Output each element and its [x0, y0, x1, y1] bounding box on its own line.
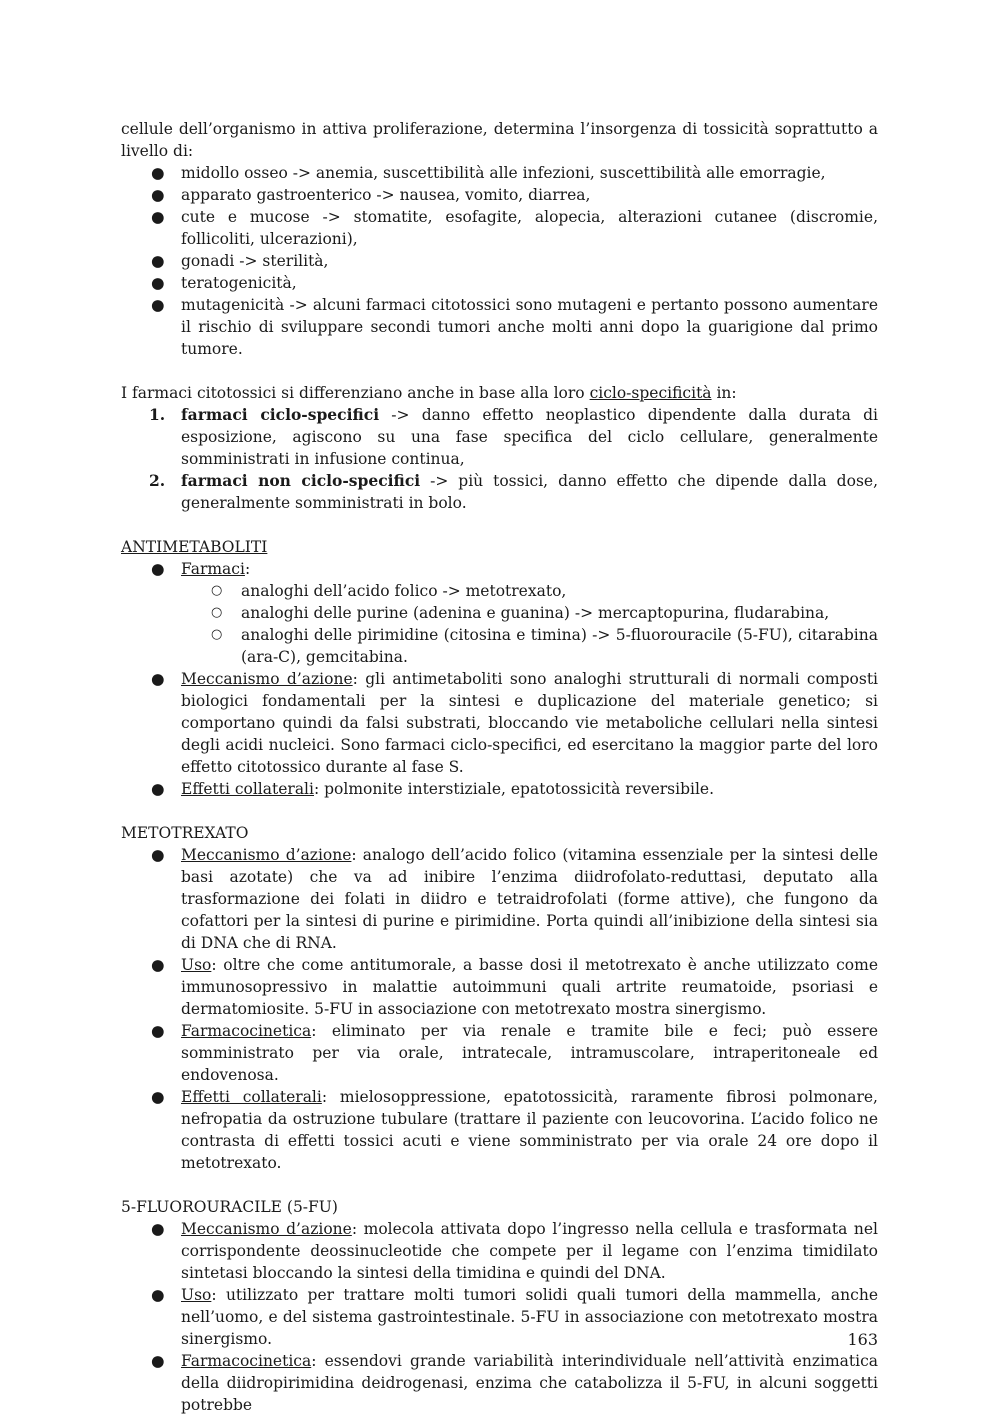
bullet-icon: ●: [151, 186, 165, 204]
metotrexato-list: [121, 844, 878, 1174]
bullet-icon: ●: [151, 1352, 165, 1370]
bullet-icon: ●: [151, 296, 165, 314]
list-item: ● Farmacocinetica: eliminato per via renale e tramite bile e feci; può essere somministrato per via orale, intratecale, intramuscolare, intraperitoneale ed endovenosa.: [151, 1022, 878, 1084]
fluorouracile-list: [121, 1218, 878, 1416]
ciclo-paragraph: I farmaci citotossici si differenziano anche in base alla loro ciclo-specificità in:: [121, 384, 737, 402]
bullet-icon: ●: [151, 780, 165, 798]
circle-bullet-icon: ○: [211, 605, 223, 620]
bullet-icon: ●: [151, 956, 165, 974]
bullet-icon: ●: [151, 560, 165, 578]
bullet-icon: ●: [151, 1286, 165, 1304]
bullet-icon: ●: [151, 208, 165, 226]
bullet-icon: ●: [151, 164, 165, 182]
document-page: [121, 118, 878, 1416]
list-item: ● mutagenicità -> alcuni farmaci citotossici sono mutageni e pertanto possono aumentare il rischio di sviluppare secondi tumori anche molti anni dopo la guarigione dal primo tumore.: [151, 296, 878, 358]
list-item: ● Farmaci: ○ analoghi dell’acido folico -> metotrexato, ○ analoghi delle purine (adenina e guanina) -> mercaptopurina, fludarabina, ○ analoghi delle pirimidine (citosina e timina) -> 5-fluorouracile (5-FU), citarabina (ara-C), gemcitabina.: [121, 558, 878, 668]
list-item: ● Uso: oltre che come antitumorale, a basse dosi il metotrexato è anche utilizzato come immunosopressivo in malattie autoimmuni quali artrite reumatoide, psoriasi e dermatomiosite. 5-FU in associazione con metotrexato mostra sinergismo.: [151, 956, 878, 1018]
antimetaboliti-list: [121, 558, 878, 800]
list-item: ● Farmacocinetica: essendovi grande variabilità interindividuale nell’attività enzimatica della diidropirimidina deidrogenasi, enzima che catabolizza il 5-FU, in alcuni soggetti potrebbe: [151, 1352, 878, 1414]
list-item: ● Effetti collaterali: mielosoppressione, epatotossicità, raramente fibrosi polmonare, nefropatia da ostruzione tubulare (trattare il paziente con leucovorina. L’acido folico ne contrasta di effetti tossici acuti e viene somministrato per via orale 24 ore dopo il metotrexato.: [151, 1088, 878, 1172]
list-item: ● Meccanismo d’azione: analogo dell’acido folico (vitamina essenziale per la sintesi delle basi azotate) che va ad inibire l’enzima diidrofolato-reduttasi, deputato alla trasformazione dei folati in diidro e tetraidrofolati (forme attive), che fungono da cofattori per la sintesi di purine e pirimidine. Porta quindi all’inibizione della sintesi sia di DNA che di RNA.: [151, 846, 878, 952]
sublist-item: ○ analoghi delle pirimidine (citosina e timina) -> 5-fluorouracile (5-FU), citarabina (ara-C), gemcitabina.: [211, 626, 878, 666]
intro-paragraph: cellule dell’organismo in attiva proliferazione, determina l’insorgenza di tossicità soprattutto a livello di:: [121, 120, 878, 160]
bullet-icon: ●: [151, 252, 165, 270]
section-heading-antimetaboliti: ANTIMETABOLITI: [121, 538, 268, 556]
list-item: ● midollo osseo -> anemia, suscettibilità alle infezioni, suscettibilità alle emorragie,: [151, 164, 826, 182]
circle-bullet-icon: ○: [211, 627, 223, 642]
toxicity-list: [121, 162, 878, 360]
list-item: ● apparato gastroenterico -> nausea, vomito, diarrea,: [151, 186, 591, 204]
sublist-item: ○ analoghi delle purine (adenina e guanina) -> mercaptopurina, fludarabina,: [211, 604, 830, 622]
section-heading-metotrexato: METOTREXATO: [121, 824, 249, 842]
bullet-icon: ●: [151, 846, 165, 864]
list-item: 2. farmaci non ciclo-specifici -> più tossici, danno effetto che dipende dalla dose, generalmente somministrati in bolo.: [149, 471, 878, 512]
list-number: 1.: [149, 405, 166, 424]
sublist-item: ○ analoghi dell’acido folico -> metotrexato,: [211, 582, 567, 600]
list-number: 2.: [149, 471, 166, 490]
circle-bullet-icon: ○: [211, 583, 223, 598]
section-heading-fluorouracile: 5-FLUOROURACILE (5-FU): [121, 1198, 338, 1216]
page-number: 163: [847, 1330, 878, 1349]
ciclo-term: ciclo-specificità: [589, 384, 712, 402]
bullet-icon: ●: [151, 1088, 165, 1106]
bullet-icon: ●: [151, 1022, 165, 1040]
ciclo-list: [121, 404, 878, 514]
list-item: ● teratogenicità,: [151, 274, 297, 292]
list-item: ● Meccanismo d’azione: molecola attivata dopo l’ingresso nella cellula e trasformata nel corrispondente deossinucleotide che compete per il legame con l’enzima timidilato sintetasi bloccando la sintesi della timidina e quindi del DNA.: [151, 1220, 878, 1282]
bullet-icon: ●: [151, 274, 165, 292]
farmaci-sublist: [121, 580, 878, 668]
list-item: ● cute e mucose -> stomatite, esofagite, alopecia, alterazioni cutanee (discromie, follicoliti, ulcerazioni),: [151, 208, 878, 248]
list-item: ● Uso: utilizzato per trattare molti tumori solidi quali tumori della mammella, anche nell’uomo, e del sistema gastrointestinale. 5-FU in associazione con metotrexato mostra sinergismo.: [151, 1286, 878, 1348]
list-item: ● Effetti collaterali: polmonite interstiziale, epatotossicità reversibile.: [151, 780, 715, 798]
list-item: 1. farmaci ciclo-specifici -> danno effetto neoplastico dipendente dalla durata di esposizione, agiscono su una fase specifica del ciclo cellulare, generalmente somministrati in infusione continua,: [149, 405, 878, 468]
list-item: ● Meccanismo d’azione: gli antimetaboliti sono analoghi strutturali di normali composti biologici fondamentali per la sintesi e duplicazione del materiale genetico; si comportano quindi da falsi substrati, bloccando vie metaboliche cellulari nella sintesi degli acidi nucleici. Sono farmaci ciclo-specifici, ed esercitano la maggior parte del loro effetto citotossico durante al fase S.: [151, 670, 879, 776]
bullet-icon: ●: [151, 1220, 165, 1238]
list-item: ● gonadi -> sterilità,: [151, 252, 329, 270]
bullet-icon: ●: [151, 670, 165, 688]
